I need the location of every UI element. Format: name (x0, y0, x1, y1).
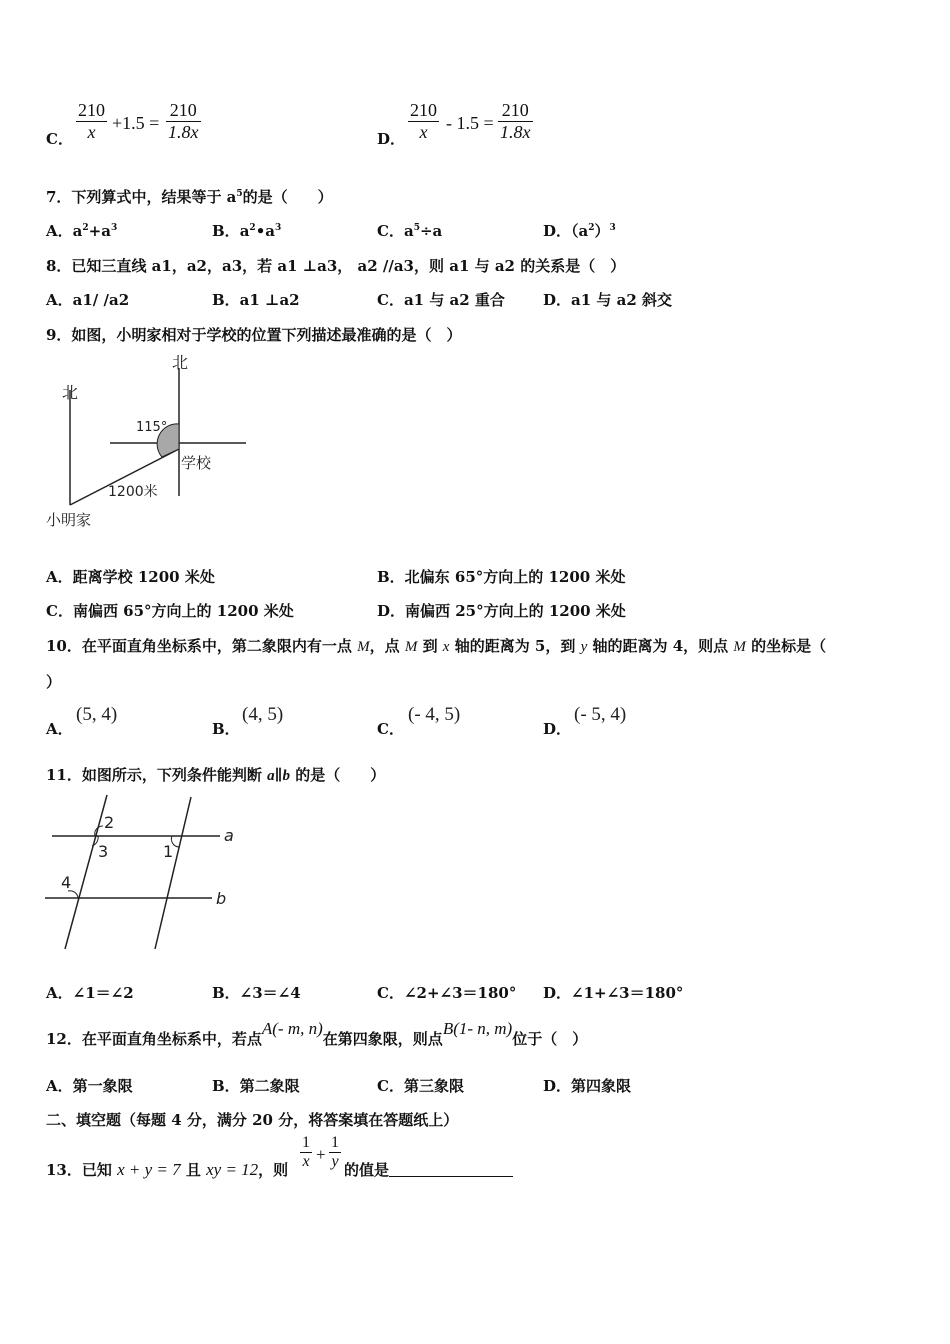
q9-option-a: A．距离学校 1200 米处 (46, 568, 215, 586)
q13-stem-start: 13．已知 x + y = 7 且 xy = 12，则 (46, 1160, 289, 1179)
q12-option-c: C．第三象限 (377, 1077, 464, 1095)
angle4-label: 4 (61, 873, 72, 892)
q10-option-d-value: (- 5, 4) (574, 704, 627, 725)
q9-option-c: C．南偏西 65°方向上的 1200 米处 (46, 602, 294, 620)
q7-stem: 7．下列算式中，结果等于 $a^5$的是（ ） (46, 188, 333, 206)
q8-stem: 8．已知三直线 a1，a2，a3，若 a1 ⊥a3， a2 //a3，则 a1 与 a2 的关系是（ ） (46, 257, 626, 275)
q6-option-c-label: C． (46, 130, 73, 148)
q11-option-a: A．∠1＝∠2 (46, 984, 134, 1002)
q6-c-operator: +1.5 = (112, 113, 160, 133)
q11-stem: 11．如图所示，下列条件能判断 a∥b 的是（ ） (46, 766, 386, 784)
q9-option-d: D．南偏西 25°方向上的 1200 米处 (377, 602, 626, 620)
answer-blank[interactable] (389, 1162, 513, 1177)
q6-d-operator: - 1.5 = (446, 113, 494, 133)
q11-figure (40, 792, 240, 957)
q10-stem: 10．在平面直角坐标系中，第二象限内有一点 M，点 M 到 x 轴的距离为 5，到 y 轴的距离为 4，则点 M 的坐标是（ (46, 637, 827, 655)
line-a-label: a (224, 826, 234, 845)
q9-stem: 9．如图，小明家相对于学校的位置下列描述最准确的是（ ） (46, 326, 462, 344)
q12-stem: 12．在平面直角坐标系中，若点A(- m, n)在第四象限，则点B(1- n, m)位于（ ） (46, 1019, 588, 1048)
q6-d-fraction-1: 210 x (410, 100, 437, 142)
q8-option-a: A．a1/ /a2 (46, 291, 130, 309)
q11-option-d: D．∠1+∠3＝180° (543, 984, 684, 1002)
angle2-label: 2 (104, 813, 115, 832)
angle3-label: 3 (98, 842, 109, 861)
transversal-right (155, 797, 191, 949)
q6-d-fraction-2: 210 1.8x (500, 100, 531, 142)
q10-option-c-label: C． (377, 720, 404, 738)
q10-option-a-value: (5, 4) (76, 704, 118, 725)
q8-option-c: C．a1 与 a2 重合 (377, 291, 505, 309)
q10-option-d-label: D． (543, 720, 572, 738)
q10-stem-continued: ） (46, 673, 62, 691)
q13-plus: + (316, 1145, 326, 1164)
north-top-label: 北 (172, 353, 189, 372)
q7-option-a: A．$a^2+a^3$ (46, 222, 118, 240)
north-left-label: 北 (62, 383, 79, 402)
q9-figure (40, 348, 260, 538)
q13-fraction-1: 1 x (302, 1134, 310, 1170)
q6-c-fraction-1: 210 x (78, 100, 105, 142)
q6-c-fraction-2: 210 1.8x (168, 100, 199, 142)
q13-stem-end: 的值是 (344, 1159, 513, 1180)
q9-option-b: B．北偏东 65°方向上的 1200 米处 (377, 568, 626, 586)
q12-option-a: A．第一象限 (46, 1077, 133, 1095)
q7-option-d: D．$(a^2)^3$ (543, 222, 616, 240)
transversal-left (65, 795, 107, 949)
q11-option-b: B．∠3＝∠4 (212, 984, 301, 1002)
q10-option-c-value: (- 4, 5) (408, 704, 461, 725)
q11-option-c: C．∠2+∠3＝180° (377, 984, 517, 1002)
distance-label: 1200米 (108, 484, 158, 500)
q13-fraction-2: 1 y (331, 1134, 339, 1170)
q10-option-a-label: A． (46, 720, 73, 738)
q12-option-d: D．第四象限 (543, 1077, 632, 1095)
line-b-label: b (216, 889, 227, 908)
home-label: 小明家 (46, 511, 92, 529)
angle-label: 115° (136, 420, 168, 435)
q10-option-b-value: (4, 5) (242, 704, 284, 725)
section-2-heading: 二、填空题（每题 4 分，满分 20 分，将答案填在答题纸上） (46, 1111, 459, 1129)
q7-option-b: B．$a^2•a^3$ (212, 222, 282, 240)
q12-option-b: B．第二象限 (212, 1077, 300, 1095)
q8-option-d: D．a1 与 a2 斜交 (543, 291, 672, 309)
q10-option-b-label: B． (212, 720, 240, 738)
q6-option-d-label: D． (377, 130, 406, 148)
school-label: 学校 (181, 454, 212, 472)
angle1-label: 1 (163, 842, 174, 861)
q7-option-c: C．$a^5\div a$ (377, 222, 443, 240)
q8-option-b: B．a1 ⊥a2 (212, 291, 300, 309)
